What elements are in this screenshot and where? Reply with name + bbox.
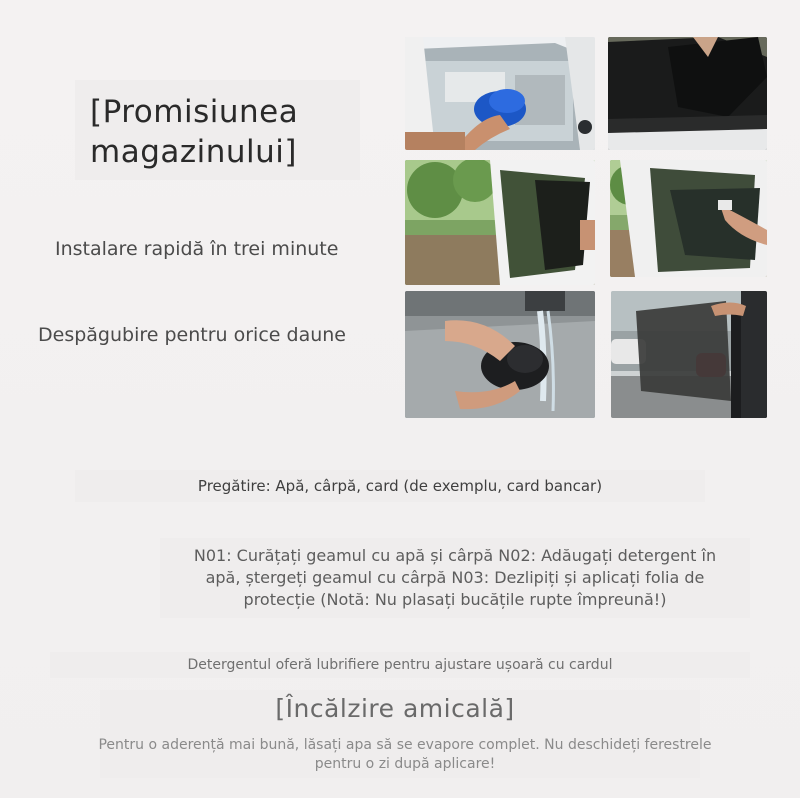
- steps-line-2: apă, ștergeți geamul cu cârpă N03: Dezlipiți și aplicați folia de: [205, 568, 705, 587]
- steps-line-1: N01: Curățați geamul cu apă și cârpă N02: Adăugați detergent în: [193, 546, 717, 565]
- feature-quick-install: Instalare rapidă în trei minute: [55, 238, 339, 260]
- photo-car-door-trees: [405, 160, 595, 285]
- warm-tip-text: [60, 736, 750, 774]
- warm-tip-line-2: pentru o zi după aplicare!: [314, 756, 496, 772]
- photo-tint-film: [608, 37, 767, 150]
- feature-damage-compensation: Despăgubire pentru orice daune: [38, 324, 346, 346]
- title-line-2: magazinului]: [90, 134, 298, 170]
- photo-applying-film: [610, 160, 767, 277]
- photo-cleaning-window: [405, 37, 595, 150]
- title-line-1: [Promisiunea: [90, 94, 299, 130]
- steps-text: [170, 545, 740, 611]
- steps-line-3: protecție (Notă: Nu plasați bucățile rupte împreună!): [243, 590, 667, 609]
- warm-tip-line-1: Pentru o aderență mai bună, lăsați apa să se evapore complet. Nu deschideți ferestrele: [98, 737, 712, 753]
- preparation-text: Pregătire: Apă, cârpă, card (de exemplu, card bancar): [197, 477, 603, 495]
- warm-tip-title: [Încălzire amicală]: [275, 694, 515, 723]
- photo-washing-cloth: [405, 291, 595, 418]
- detergent-note: Detergentul oferă lubrifiere pentru ajustare ușoară cu cardul: [187, 657, 613, 673]
- photo-holding-film: [611, 291, 767, 418]
- page-title: [90, 92, 298, 172]
